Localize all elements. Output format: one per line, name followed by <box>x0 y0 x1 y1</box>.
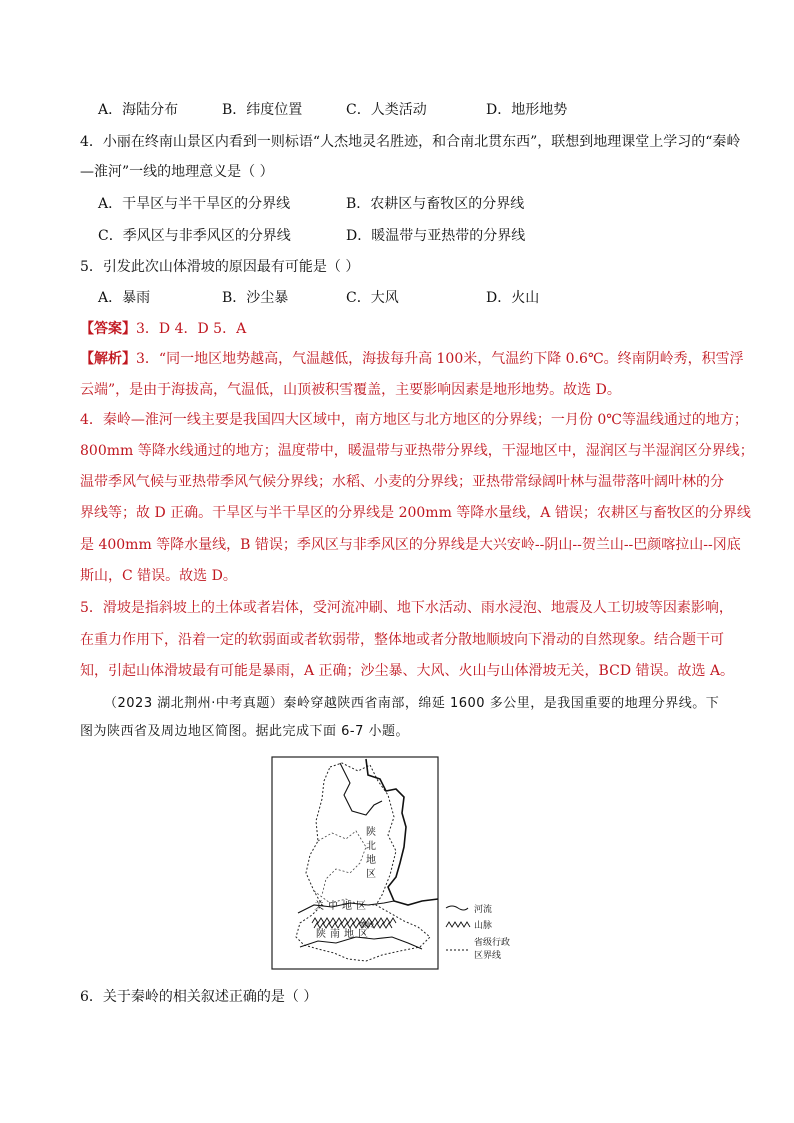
middle-label-char: 区 <box>356 901 366 912</box>
analysis-line-2: 云端”，是由于海拔高，气温低，山顶被积雪覆盖，主要影响因素是地形地势。故选 D。 <box>80 382 621 398</box>
region-north-char: 北 <box>366 841 376 852</box>
q4-stem-line1: 4．小丽在终南山景区内看到一则标语“人杰地灵名胜迹，和合南北贯东西”，联想到地理课堂上学习的“秦岭 <box>80 134 741 150</box>
legend-mountain-symbol <box>446 922 470 927</box>
analysis-line-10: 在重力作用下，沿着一定的软弱面或者软弱带，整体地或者分散地顺坡向下滑动的自然现象。结合题干可 <box>80 632 724 648</box>
answer-line <box>80 319 246 339</box>
legend-boundary-label-1: 省级行政 <box>474 938 510 948</box>
legend-boundary-label-2: 区界线 <box>474 951 502 961</box>
q3-option-b: B．纬度位置 <box>222 102 303 118</box>
q5-option-b: B．沙尘暴 <box>222 290 289 306</box>
q4-option-a: A．干旱区与半干旱区的分界线 <box>98 196 291 212</box>
q5-option-d: D．火山 <box>486 290 540 306</box>
south-label-char: 陕 <box>316 929 326 940</box>
analysis-line-1 <box>80 349 744 369</box>
intro-line-1: （2023 湖北荆州·中考真题）秦岭穿越陕西省南部，绵延 1600 多公里，是我国重要的地理分界线。下 <box>104 696 720 711</box>
answer-tag: 【答案】 <box>80 321 136 337</box>
analysis-line-5: 温带季风气候与亚热带季风气候分界线；水稻、小麦的分界线；亚热带常绿阔叶林与温带落叶阔叶林的分 <box>80 474 724 490</box>
legend-river-symbol <box>446 906 468 910</box>
q4-option-c: C．季风区与非季风区的分界线 <box>98 228 291 244</box>
middle-label-char: 地 <box>342 901 352 912</box>
south-label-char: 地 <box>344 929 354 940</box>
analysis-line-7: 是 400mm 等降水量线，B 错误；季风区与非季风区的分界线是大兴安岭--阴山--贺兰山--巴颜喀拉山--冈底 <box>80 537 741 553</box>
legend-mountain-label: 山脉 <box>474 921 493 931</box>
analysis-line-8: 斯山，C 错误。故选 D。 <box>80 568 237 584</box>
q6-stem: 6．关于秦岭的相关叙述正确的是（ ） <box>80 989 318 1005</box>
q5-option-a: A．暴雨 <box>98 290 151 306</box>
q3-option-d: D．地形地势 <box>486 102 568 118</box>
south-label-char: 南 <box>330 929 340 940</box>
shaanxi-map-figure <box>270 755 510 975</box>
middle-label-char: 关 <box>314 901 324 912</box>
q3-option-a: A．海陆分布 <box>98 102 179 118</box>
analysis-line-6: 界线等；故 D 正确。干旱区与半干旱区的分界线是 200mm 等降水量线，A 错误；农耕区与畜牧区的分界线 <box>80 505 751 521</box>
analysis-line-4: 800mm 等降水线通过的地方；温度带中，暖温带与亚热带分界线，干湿地区中，湿润区与半湿润区分界线； <box>80 443 754 459</box>
region-north-char: 陕 <box>366 827 376 838</box>
analysis-line-11: 知，引起山体滑坡最有可能是暴雨，A 正确；沙尘暴、大风、火山与山体滑坡无关，BCD 错误。故选 A。 <box>80 663 735 679</box>
q5-option-c: C．大风 <box>346 290 399 306</box>
answer-text: 3．D 4．D 5．A <box>136 321 247 337</box>
q4-option-d: D．暖温带与亚热带的分界线 <box>346 228 526 244</box>
middle-label-char: 中 <box>328 901 338 912</box>
map-legend <box>446 903 510 961</box>
legend-river-label: 河流 <box>474 905 493 915</box>
region-north-char: 地 <box>366 855 376 866</box>
shaanxi-map <box>270 755 510 975</box>
analysis-text-1: 3．“同一地区地势越高，气温越低，海拔每升高 100米，气温约下降 0.6℃。终南阴岭秀，积雪浮 <box>136 351 744 367</box>
analysis-tag: 【解析】 <box>80 351 136 367</box>
region-north-char: 区 <box>366 869 376 880</box>
analysis-line-9: 5．滑坡是指斜坡上的土体或者岩体，受河流冲刷、地下水活动、雨水浸泡、地震及人工切坡等因素影响， <box>80 600 733 616</box>
south-label-char: 区 <box>358 929 368 940</box>
q3-option-c: C．人类活动 <box>346 102 427 118</box>
q4-option-b: B．农耕区与畜牧区的分界线 <box>346 196 525 212</box>
intro-line-2: 图为陕西省及周边地区简图。据此完成下面 6-7 小题。 <box>80 724 409 739</box>
label-qinling: 秦岭 <box>360 921 374 929</box>
q4-stem-line2: —淮河”一线的地理意义是（ ） <box>80 164 274 180</box>
analysis-line-3: 4．秦岭—淮河一线主要是我国四大区域中，南方地区与北方地区的分界线；一月份 0℃等温线通过的地方； <box>80 412 748 428</box>
q5-stem: 5．引发此次山体滑坡的原因最有可能是（ ） <box>80 259 360 275</box>
